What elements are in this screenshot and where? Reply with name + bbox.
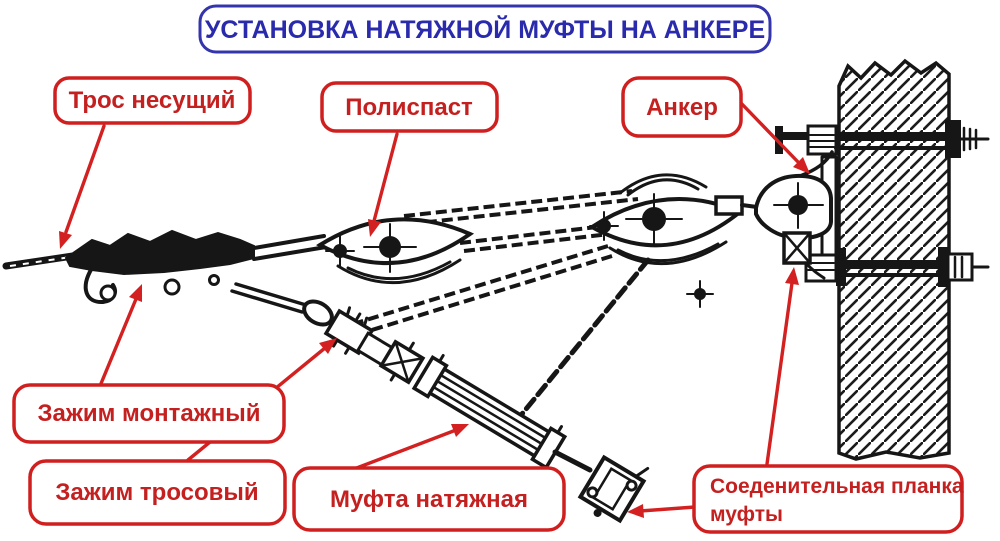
title-box — [200, 6, 770, 52]
label-anchor: Анкер — [646, 94, 718, 121]
clamp-roller — [101, 286, 115, 300]
bolt-washer-left — [836, 248, 846, 286]
coupling-rod — [555, 452, 590, 470]
mounting-clamp-drawing — [66, 231, 326, 302]
tension-coupling-drawing — [414, 351, 568, 467]
label-tension-coupling: Муфта натяжная — [330, 486, 528, 513]
arrow-to-mounting-clamp — [100, 299, 136, 386]
bolt-shaft-left — [778, 132, 810, 140]
bolt-shaft-through — [846, 260, 938, 269]
anchor-shackle — [716, 197, 742, 214]
label-mounting-clamp: Зажим монтажный — [37, 400, 261, 427]
bolt-nut-right — [948, 254, 972, 280]
label-connector-plate-line1: Соеденительная планка — [710, 475, 964, 498]
pulley-block-1 — [320, 219, 470, 282]
label-cable-clamp: Зажим тросовый — [55, 479, 259, 506]
arrow-to-tension-coupling — [354, 430, 456, 469]
label-connector-plate-line2: муфты — [710, 503, 783, 526]
arrow-to-pulley-block — [374, 134, 397, 221]
loose-rope-tail — [504, 260, 648, 436]
label-pulley-block: Полиспаст — [345, 94, 473, 121]
bolt-shaft-through — [836, 132, 946, 141]
label-carrying-cable: Трос несущий — [68, 87, 236, 114]
arrow-to-connector-plate-bottom — [640, 507, 695, 511]
clamp-roller — [210, 276, 219, 285]
page-title: УСТАНОВКА НАТЯЖНОЙ МУФТЫ НА АНКЕРЕ — [204, 16, 766, 44]
clamp-body — [66, 231, 254, 274]
bolt-washer-right — [945, 120, 961, 158]
arrow-to-connector-plate-anchor — [767, 283, 792, 464]
arrow-to-carrying-cable — [66, 126, 104, 232]
pulley-block-2 — [590, 175, 740, 264]
clamp-roller — [165, 280, 179, 294]
